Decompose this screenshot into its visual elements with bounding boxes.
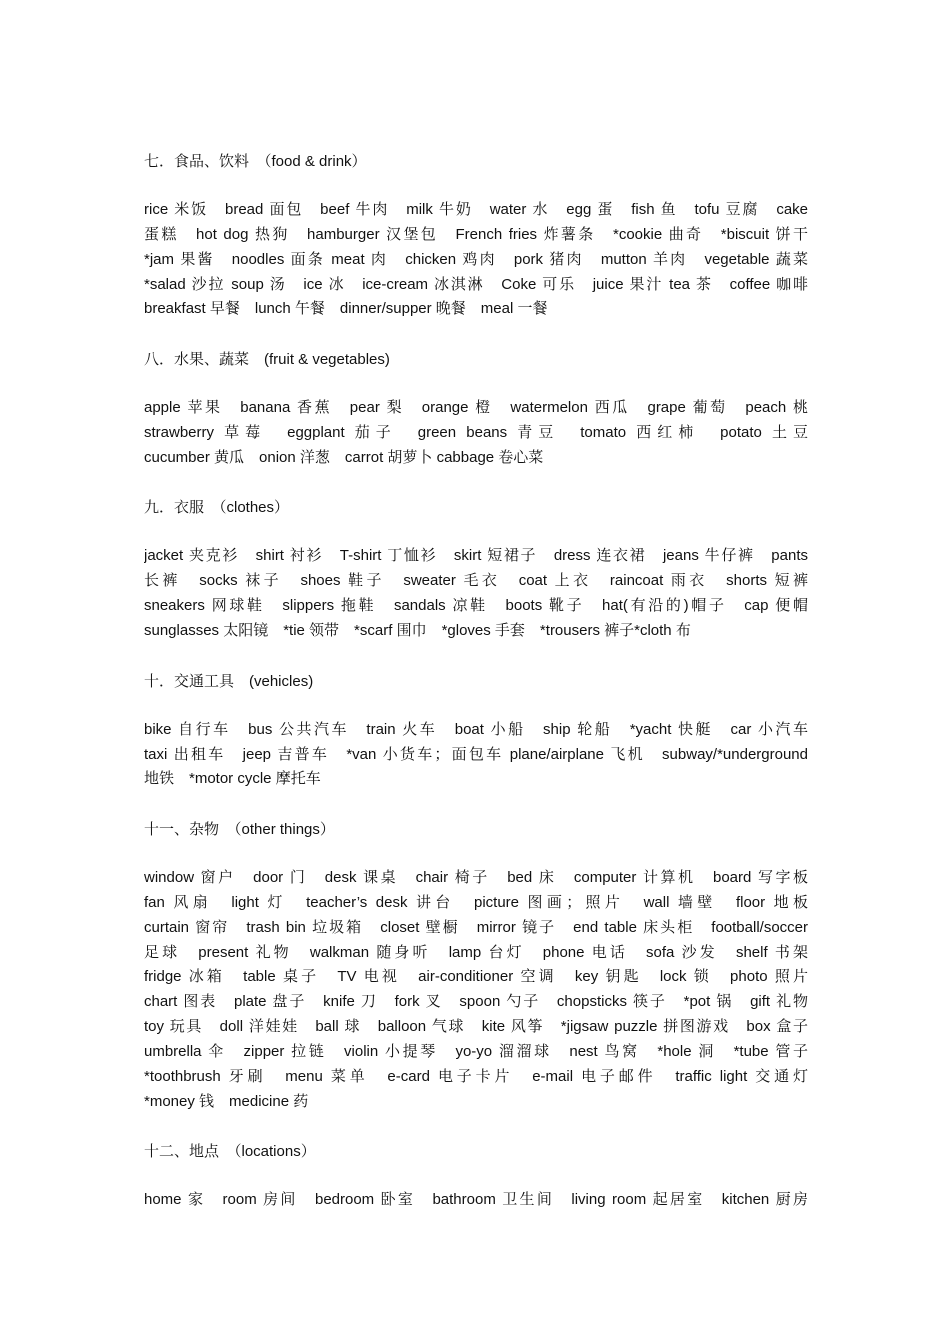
section-heading-food: 七．食品、饮料 （food & drink） [144,153,367,170]
section-body-fruit [144,396,808,471]
section-heading-locations: 十二、地点 （locations） [144,1143,316,1161]
text-line: window 窗户 door 门 desk 课桌 chair 椅子 bed 床 computer 计算机 board 写字板 [144,869,808,887]
text-line: jacket 夹克衫 shirt 衬衫 T-shirt 丁恤衫 skirt 短裙子 dress 连衣裙 jeans 牛仔裤 pants [144,547,808,565]
text-line: sneakers 网球鞋 slippers 拖鞋 sandals 凉鞋 boots 靴子 hat(有沿的)帽子 cap 便帽 [144,597,808,615]
vocabulary-content [144,149,808,1238]
section-heading-other-things: 十一、杂物 （other things） [144,821,335,839]
text-line: curtain 窗帘 trash bin 垃圾箱 closet 壁橱 mirror 镜子 end table 床头柜 football/soccer [144,918,808,936]
text-line: 长裤 socks 袜子 shoes 鞋子 sweater 毛衣 coat 上衣 raincoat 雨衣 shorts 短裤 [144,572,808,590]
text-line: taxi 出租车 jeep 吉普车 *van 小货车；面包车 plane/airplane 飞机 subway/*underground [144,745,808,763]
text-line: *jam 果酱 noodles 面条 meat 肉 chicken 鸡肉 pork 猪肉 mutton 羊肉 vegetable 蔬菜 [144,250,808,268]
text-line: *money 钱 medicine 药 [144,1092,309,1110]
text-line: home 家 room 房间 bedroom 卧室 bathroom 卫生间 living room 起居室 kitchen 厨房 [144,1191,808,1209]
section-body-clothes [144,544,808,643]
text-line: fridge 冰箱 table 桌子 TV 电视 air-conditioner 空调 key 钥匙 lock 锁 photo 照片 [144,968,808,986]
section-heading-vehicles: 十．交通工具 (vehicles) [144,672,314,690]
text-line: bike 自行车 bus 公共汽车 train 火车 boat 小船 ship 轮船 *yacht 快艇 car 小汽车 [144,720,808,738]
text-line: strawberry 草莓 eggplant 茄子 green beans 青豆 tomato 西红柿 potato 土豆 [144,423,808,441]
section-body-vehicles [144,718,808,793]
section-body-locations [144,1188,808,1213]
text-line: fan 风扇 light 灯 teacher’s desk 讲台 picture 图画；照片 wall 墙壁 floor 地板 [144,893,808,911]
text-line: rice 米饭 bread 面包 beef 牛肉 milk 牛奶 water 水 egg 蛋 fish 鱼 tofu 豆腐 cake [144,201,808,218]
text-line: cucumber 黄瓜 onion 洋葱 carrot 胡萝卜 cabbage 卷心菜 [144,448,544,466]
section-heading-fruit: 八．水果、蔬菜 (fruit & vegetables) [144,351,390,369]
text-line: umbrella 伞 zipper 拉链 violin 小提琴 yo-yo 溜溜球 nest 鸟窝 *hole 洞 *tube 管子 [144,1042,808,1060]
text-line: *salad 沙拉 soup 汤 ice 冰 ice-cream 冰淇淋 Coke 可乐 juice 果汁 tea 茶 coffee 咖啡 [144,275,808,293]
section-body-food [144,198,808,322]
text-line: sunglasses 太阳镜 *tie 领带 *scarf 围巾 *gloves 手套 *trousers 裤子*cloth 布 [144,621,691,639]
text-line: toy 玩具 doll 洋娃娃 ball 球 balloon 气球 kite 风筝 *jigsaw puzzle 拼图游戏 box 盒子 [144,1018,808,1036]
text-line: 足球 present 礼物 walkman 随身听 lamp 台灯 phone 电话 sofa 沙发 shelf 书架 [144,943,808,961]
text-line: chart 图表 plate 盘子 knife 刀 fork 叉 spoon 勺子 chopsticks 筷子 *pot 锅 gift 礼物 [144,993,808,1011]
section-body-other-things [144,866,808,1114]
text-line: 蛋糕 hot dog 热狗 hamburger 汉堡包 French fries 炸薯条 *cookie 曲奇 *biscuit 饼干 [144,225,808,243]
text-line: apple 苹果 banana 香蕉 pear 梨 orange 橙 watermelon 西瓜 grape 葡萄 peach 桃 [144,399,808,417]
text-line: breakfast 早餐 lunch 午餐 dinner/supper 晚餐 meal 一餐 [144,300,548,318]
text-line: *toothbrush 牙刷 menu 菜单 e-card 电子卡片 e-mail 电子邮件 traffic light 交通灯 [144,1067,808,1085]
text-line: 地铁 *motor cycle 摩托车 [144,770,321,788]
section-heading-clothes: 九．衣服 （clothes） [144,499,290,517]
